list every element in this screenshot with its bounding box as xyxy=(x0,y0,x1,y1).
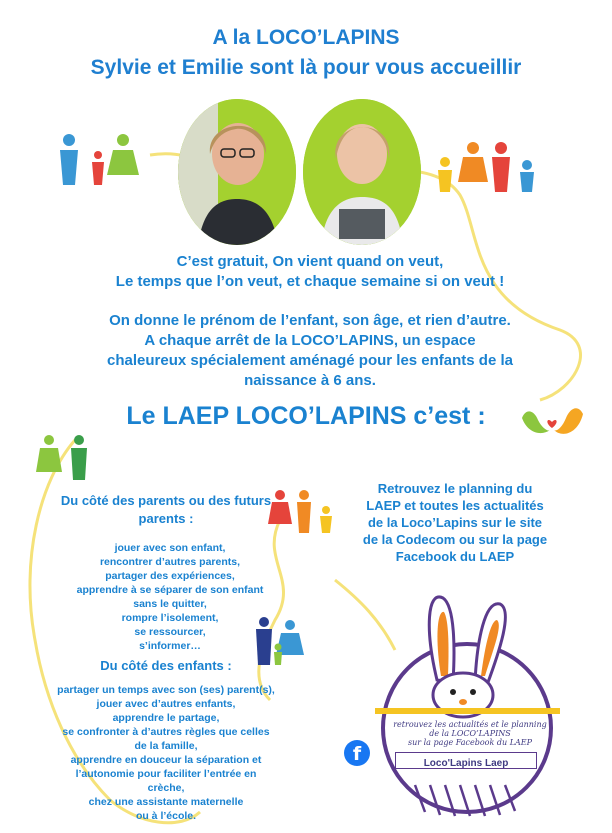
planning-line: Retrouvez le planning du xyxy=(377,481,533,496)
parents-heading-line: Du côté des parents ou des futurs xyxy=(60,493,272,508)
list-item: apprendre en douceur la séparation et xyxy=(70,754,262,766)
list-item: de la famille, xyxy=(134,740,198,752)
intro-line: C’est gratuit, On vient quand on veut, xyxy=(176,253,444,270)
family-icon xyxy=(250,615,310,665)
list-item: s’informer… xyxy=(139,640,201,652)
family-icon xyxy=(55,130,150,185)
family-icon xyxy=(268,488,338,533)
list-item: l’autonomie pour faciliter l’entrée en xyxy=(75,768,257,780)
family-icon xyxy=(35,432,95,480)
page-title-line1: A la LOCO’LAPINS xyxy=(212,26,400,49)
rabbit-logo-icon xyxy=(355,590,580,820)
children-list xyxy=(28,683,304,823)
section-heading: Le LAEP LOCO’LAPINS c’est : xyxy=(126,402,486,430)
intro-text xyxy=(60,252,560,292)
list-item: apprendre le partage, xyxy=(112,712,220,724)
planning-line: LAEP et toutes les actualités xyxy=(366,498,544,513)
info-line: On donne le prénom de l’enfant, son âge, et rien d’autre. xyxy=(109,312,511,329)
list-item: se ressourcer, xyxy=(134,626,206,638)
photo-sylvie xyxy=(178,99,296,245)
list-item: partager des expériences, xyxy=(105,570,235,582)
logo-text-line: de la LOCO’LAPINS xyxy=(429,729,511,738)
logo-text-line: sur la page Facebook du LAEP xyxy=(407,738,533,747)
logo-name-box xyxy=(395,752,537,769)
children-heading: Du côté des enfants : xyxy=(100,658,232,673)
logo-name: Loco'Lapins Laep xyxy=(423,758,509,769)
list-item: ou à l’école. xyxy=(135,810,197,822)
planning-line: de la Codecom ou sur la page xyxy=(362,532,548,547)
list-item: rompre l’isolement, xyxy=(121,612,219,624)
rabbit-logo xyxy=(355,590,580,820)
photo-emilie xyxy=(303,99,421,245)
list-item: partager un temps avec son (ses) parent(s), xyxy=(57,684,275,696)
info-line: chaleureux spécialement aménagé pour les enfants de la xyxy=(107,352,513,369)
list-item: jouer avec son enfant, xyxy=(114,542,226,554)
list-item: rencontrer d’autres parents, xyxy=(99,556,241,568)
parents-heading xyxy=(30,492,302,528)
info-line: naissance à 6 ans. xyxy=(244,372,376,389)
logo-text-line: retrouvez les actualités et le planning xyxy=(393,720,547,729)
planning-line: Facebook du LAEP xyxy=(395,549,515,564)
facebook-icon[interactable]: f xyxy=(344,740,370,766)
info-line: A chaque arrêt de la LOCO’LAPINS, un espace xyxy=(144,332,476,349)
planning-line: de la Loco’Lapins sur le site xyxy=(367,515,543,530)
list-item: se confronter à d’autres règles que celles xyxy=(62,726,270,738)
planning-text xyxy=(350,480,560,565)
info-text xyxy=(50,311,570,391)
page-title-line2: Sylvie et Emilie sont là pour vous accueillir xyxy=(90,56,522,79)
list-item: jouer avec d’autres enfants, xyxy=(96,698,236,710)
parents-heading-line: parents : xyxy=(138,511,194,526)
list-item: crèche, xyxy=(147,782,185,794)
list-item: chez une assistante maternelle xyxy=(88,796,244,808)
list-item: apprendre à se séparer de son enfant xyxy=(76,584,264,596)
logo-text xyxy=(370,720,570,747)
list-item: sans le quitter, xyxy=(133,598,207,610)
intro-line: Le temps que l’on veut, et chaque semaine si on veut ! xyxy=(115,273,505,290)
family-icon xyxy=(435,140,540,195)
